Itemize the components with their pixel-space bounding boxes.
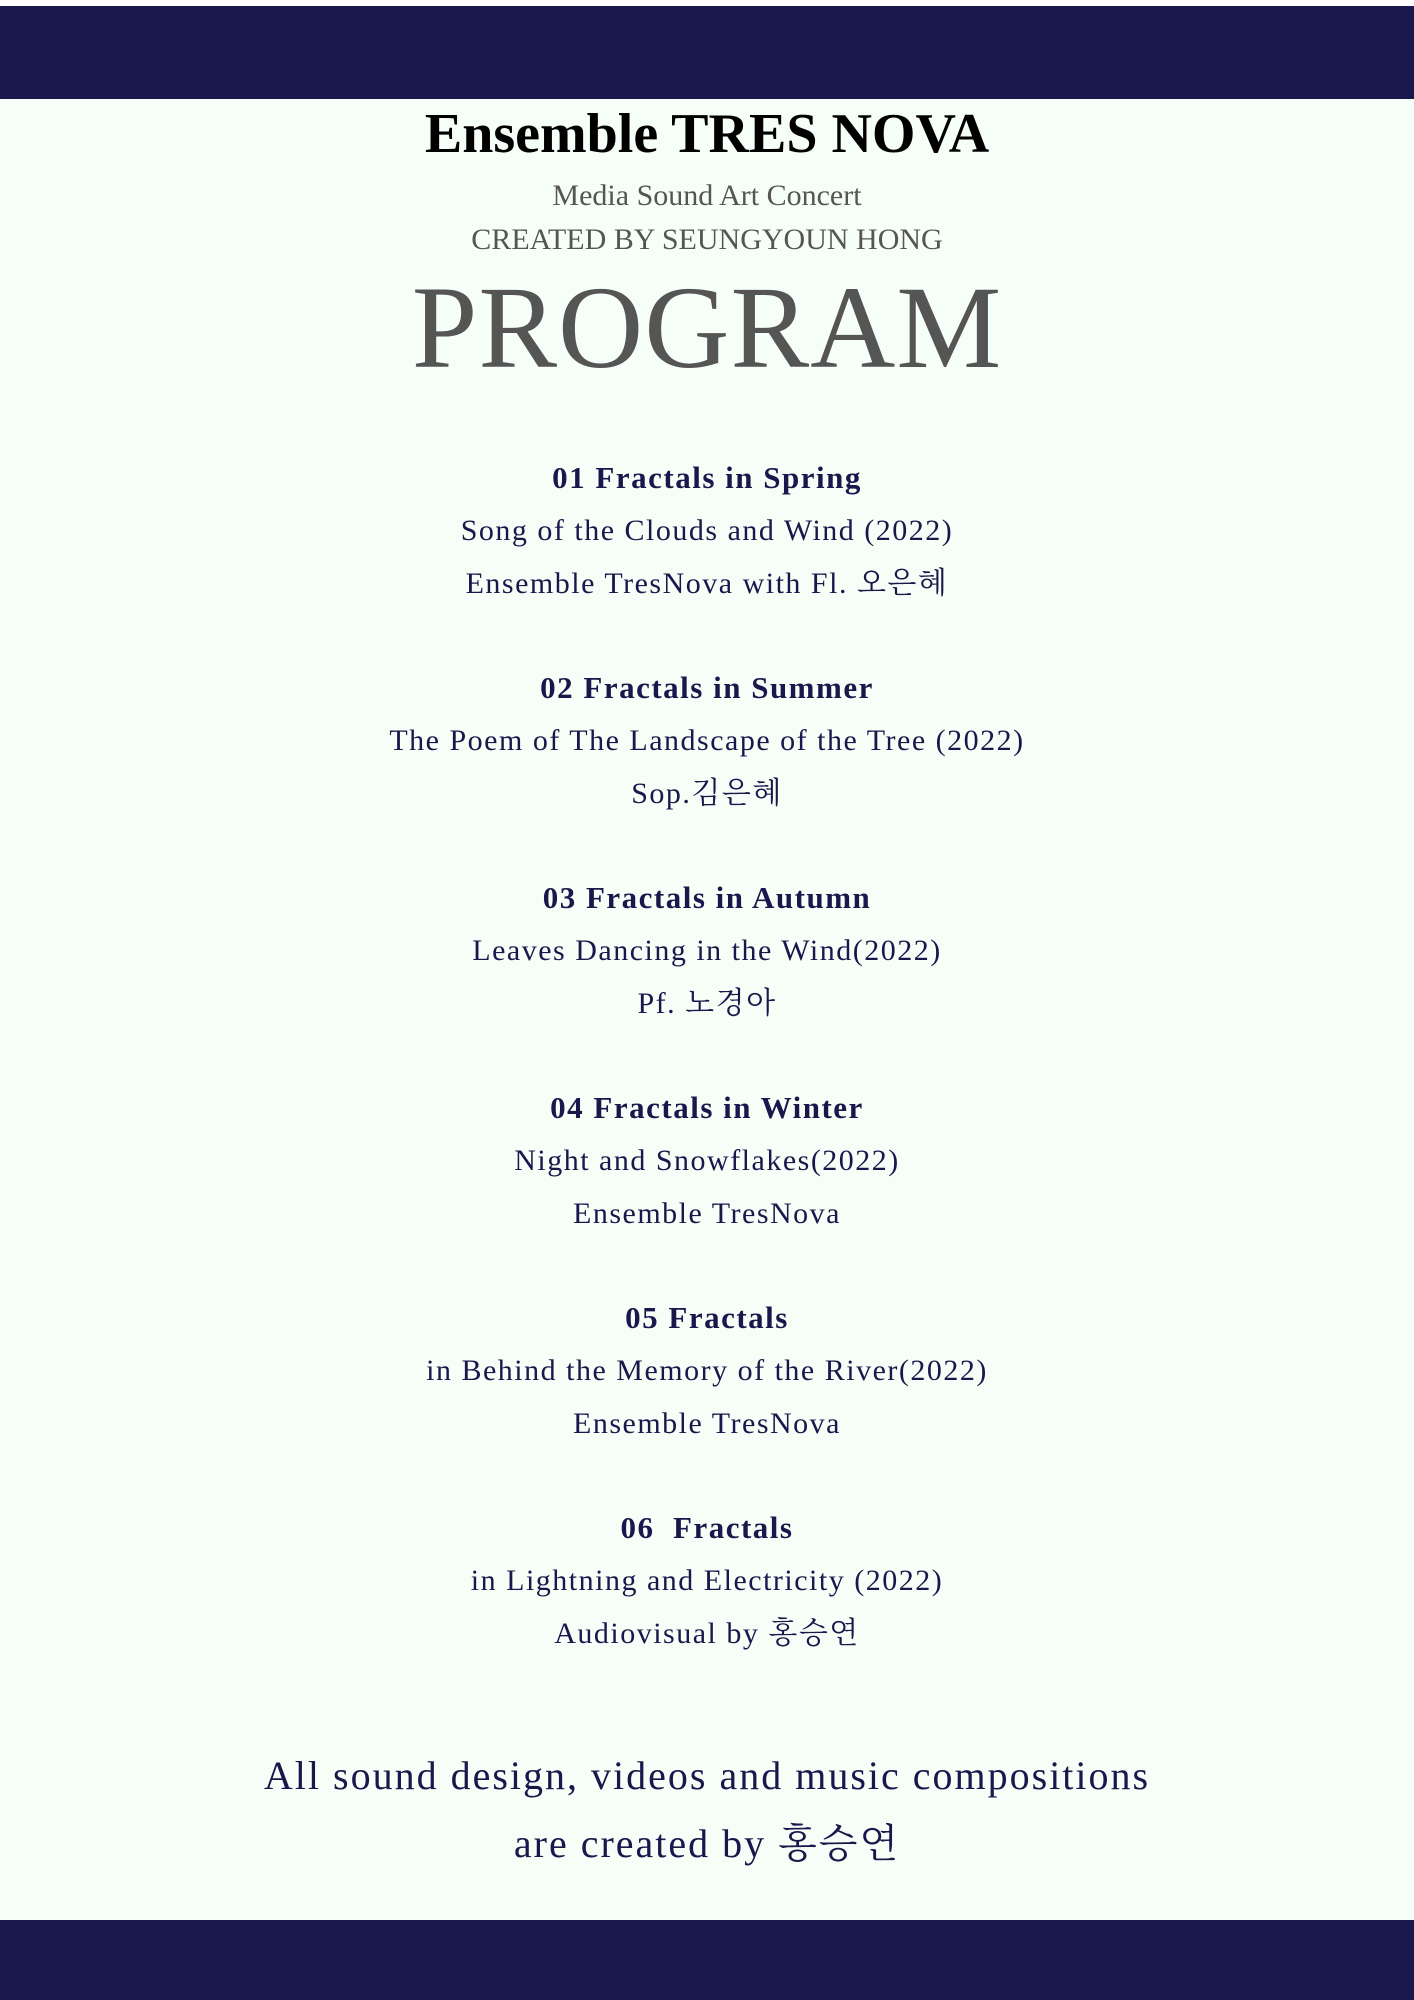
piece-work-title: The Poem of The Landscape of the Tree (2022) — [389, 724, 1025, 757]
piece-heading: 02 Fractals in Summer — [540, 670, 874, 705]
piece-work-title: Leaves Dancing in the Wind(2022) — [472, 934, 942, 967]
piece-work-title: in Lightning and Electricity (2022) — [470, 1564, 944, 1597]
program-piece-5 — [0, 1298, 1414, 1444]
composition-credit-line-2: are created by 홍승연 — [513, 1821, 901, 1866]
piece-performer: Ensemble TresNova with Fl. 오은혜 — [465, 567, 949, 600]
creator-credit: CREATED BY SEUNGYOUN HONG — [471, 223, 943, 256]
bottom-banner — [0, 1920, 1414, 2000]
program-page — [0, 6, 1414, 2000]
program-heading: PROGRAM — [411, 262, 1003, 393]
top-banner — [0, 6, 1414, 99]
composition-credit-line-1: All sound design, videos and music compositions — [263, 1753, 1151, 1798]
piece-work-title: Night and Snowflakes(2022) — [514, 1144, 900, 1177]
piece-performer: Ensemble TresNova — [573, 1197, 841, 1230]
piece-heading: 06 Fractals — [620, 1510, 794, 1545]
piece-performer: Sop.김은혜 — [631, 777, 783, 810]
program-piece-4 — [0, 1088, 1414, 1234]
piece-heading: 01 Fractals in Spring — [552, 460, 862, 495]
piece-heading: 03 Fractals in Autumn — [542, 880, 872, 915]
concert-subtitle: Media Sound Art Concert — [552, 179, 862, 212]
piece-heading: 05 Fractals — [625, 1300, 789, 1335]
composition-credit — [0, 1742, 1414, 1878]
piece-work-title: Song of the Clouds and Wind (2022) — [460, 514, 954, 547]
piece-performer: Pf. 노경아 — [637, 987, 777, 1020]
program-piece-2 — [0, 668, 1414, 814]
piece-work-title: in Behind the Memory of the River(2022) — [426, 1354, 988, 1387]
ensemble-title: Ensemble TRES NOVA — [424, 103, 990, 165]
program-piece-1 — [0, 458, 1414, 604]
piece-heading: 04 Fractals in Winter — [550, 1090, 864, 1125]
piece-performer: Ensemble TresNova — [573, 1407, 841, 1440]
program-piece-3 — [0, 878, 1414, 1024]
program-piece-6 — [0, 1508, 1414, 1654]
piece-performer: Audiovisual by 홍승연 — [554, 1617, 860, 1650]
